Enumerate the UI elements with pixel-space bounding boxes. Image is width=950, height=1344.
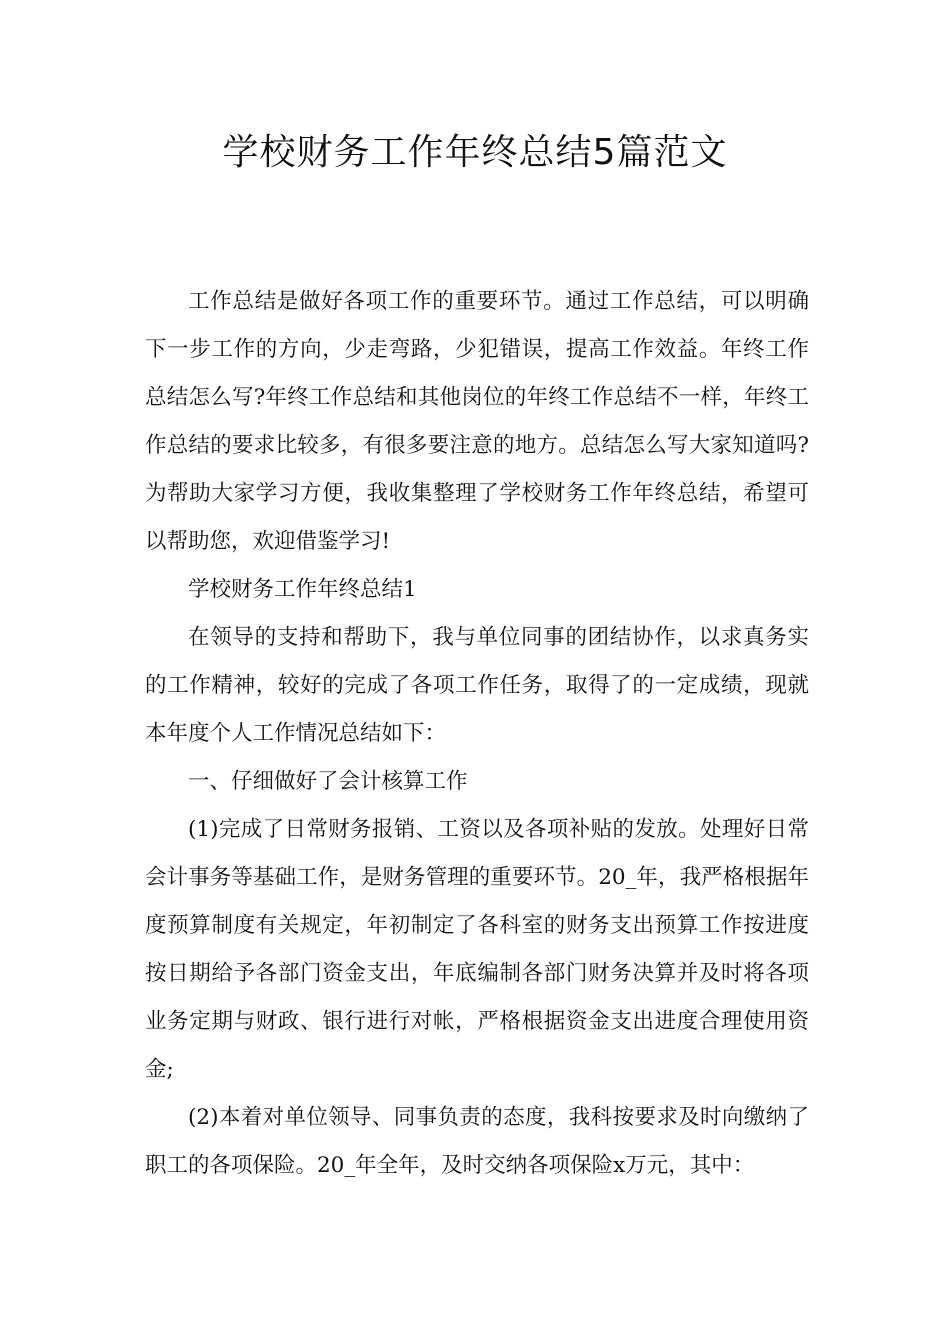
subsection-heading-1: 一、仔细做好了会计核算工作 bbox=[188, 769, 468, 794]
body-paragraph: (2)本着对单位领导、同事负责的态度，我科按要求及时向缴纳了职工的各项保险。20_年全年，及时交纳各项保险x万元，其中： bbox=[145, 1105, 809, 1178]
body-paragraph: 在领导的支持和帮助下，我与单位同事的团结协作，以求真务实的工作精神，较好的完成了各项工作任务，取得了的一定成绩，现就本年度个人工作情况总结如下： bbox=[145, 625, 809, 746]
intro-paragraph: 工作总结是做好各项工作的重要环节。通过工作总结，可以明确下一步工作的方向，少走弯路，少犯错误，提高工作效益。年终工作总结怎么写?年终工作总结和其他岗位的年终工作总结不一样，年终工作总结的要求比较多，有很多要注意的地方。总结怎么写大家知道吗?为帮助大家学习方便，我收集整理了学校财务工作年终总结，希望可以帮助您，欢迎借鉴学习! bbox=[145, 289, 809, 554]
document-body bbox=[145, 278, 809, 1190]
body-paragraph: (1)完成了日常财务报销、工资以及各项补贴的发放。处理好日常会计事务等基础工作，是财务管理的重要环节。20_年，我严格根据年度预算制度有关规定，年初制定了各科室的财务支出预算工作按进度按日期给予各部门资金支出，年底编制各部门财务决算并及时将各项业务定期与财政、银行进行对帐，严格根据资金支出进度合理使用资金; bbox=[145, 817, 809, 1082]
document-title: 学校财务工作年终总结5篇范文 bbox=[222, 132, 728, 173]
section-heading-1: 学校财务工作年终总结1 bbox=[188, 577, 417, 602]
